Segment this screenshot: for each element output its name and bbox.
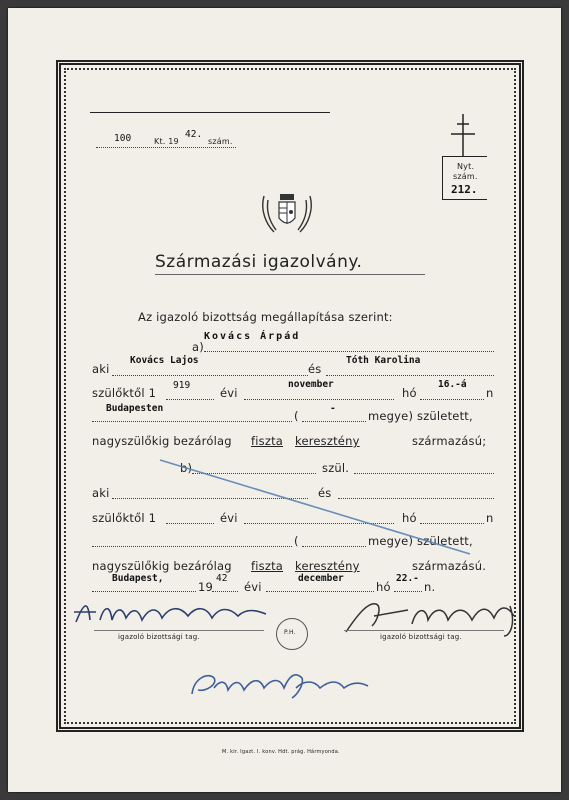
szarmazasu-b: származású. [412,559,487,573]
date-month: december [298,573,344,584]
date-prefix: 19 [198,580,214,594]
paren-b: ( [294,534,299,548]
szulokt-a: szülőktől 1 [92,386,157,400]
megye-a: megye) született, [368,409,473,423]
section-b-marker: b) [180,461,193,475]
birth-place-a: Budapesten [106,403,164,414]
right-signature-label: igazoló bizottsági tag. [380,633,462,641]
nyt-label: Nyt. [457,162,475,171]
statement-a-1: nagyszülőkig bezárólag [92,434,232,448]
ph-seal [276,618,308,650]
nyt-szam-label: szám. [453,172,478,181]
ho-a: hó [402,386,417,400]
date-day-line [394,591,422,592]
date-n: n. [424,580,436,594]
aki-b: aki [92,486,110,500]
mother-name-a: Tóth Karolina [346,355,421,366]
date-year-line [212,591,238,592]
ho-b: hó [402,511,417,525]
megye-b: megye) született, [368,534,473,548]
szul-b: szül. [322,461,350,475]
right-signature-line [344,630,504,631]
left-signature [70,594,280,634]
date-evi: évi [244,580,262,594]
section-a-marker: a) [192,340,204,354]
n-b: n [486,511,494,525]
header-year: 42. [185,129,203,140]
aki-a: aki [92,362,110,376]
fiszta-b: fiszta [251,559,284,573]
date-year: 42 [216,573,228,584]
county-a: - [330,403,336,414]
kereszteny-a: keresztény [295,434,360,448]
es-a: és [308,362,322,376]
child-name-a: Kovács Árpád [204,331,301,342]
left-signature-line [94,630,264,631]
paren-a: ( [294,409,299,423]
szarmazasu-a: származású; [412,434,487,448]
intro-text: Az igazoló bizottság megállapítása szerint: [138,310,393,324]
date-month-line [266,591,374,592]
birth-month-a: november [288,379,334,390]
birth-day-a: 16.-á [438,379,467,390]
szam-label: szám. [208,137,233,146]
document-title: Származási igazolvány. [155,252,363,272]
fiszta-a: fiszta [251,434,284,448]
date-place: Budapest, [112,573,164,584]
szulokt-b: szülőktől 1 [92,511,157,525]
printer-footer: M. kir. Igazt. I. konv. Hdt. prág. Hármyonda. [222,749,340,755]
kt-prefix: Kt. 19 [154,137,179,146]
doc-number: 100 [114,133,132,144]
date-day: 22.- [396,573,419,584]
nyt-number: 212. [451,183,478,196]
kereszteny-b: keresztény [295,559,360,573]
ph-label: P.H. [284,629,296,636]
date-ho: hó [376,580,391,594]
left-signature-label: igazoló bizottsági tag. [118,633,200,641]
date-place-line [92,591,196,592]
bottom-signature [184,664,384,704]
evi-a: évi [220,386,238,400]
statement-b-1: nagyszülőkig bezárólag [92,559,232,573]
evi-b: évi [220,511,238,525]
father-name-a: Kovács Lajos [130,355,199,366]
birth-year-a: 919 [173,380,191,391]
es-b: és [318,486,332,500]
n-a: n [486,386,494,400]
document-paper [8,8,561,792]
